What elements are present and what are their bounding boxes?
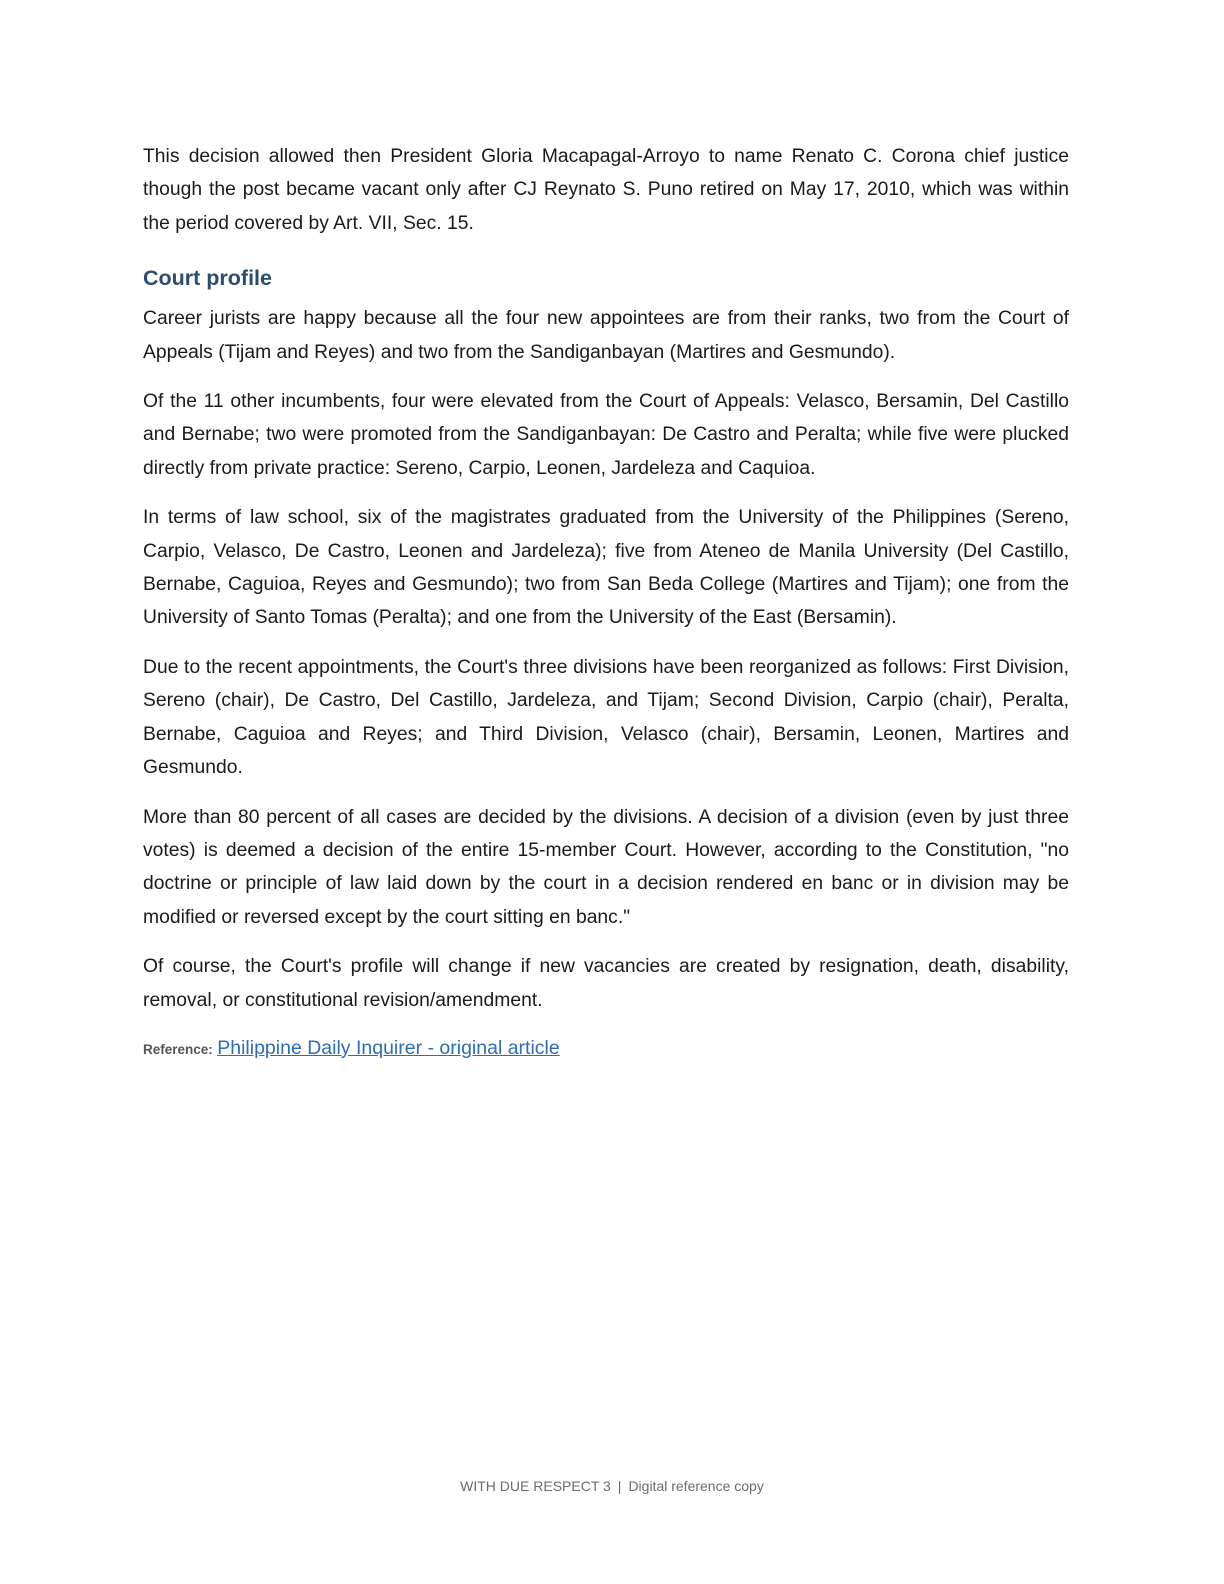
body-paragraph: In terms of law school, six of the magistrates graduated from the University of the Philippines (Sereno, Carpio, Velasco, De Castro, Leonen and Jardeleza); five from Ateneo de Manila University (Del Castillo, Bernabe, Caguioa, Reyes and Gesmundo); two from San Beda College (Martires and Tijam); one from the University of Santo Tomas (Peralta); and one from the University of the East (Bersamin). <box>143 507 1069 629</box>
body-paragraph: Due to the recent appointments, the Court's three divisions have been reorganized as follows: First Division, Sereno (chair), De Castro, Del Castillo, Jardeleza, and Tijam; Second Division, Carpio (chair), Peralta, Bernabe, Caguioa and Reyes; and Third Division, Velasco (chair), Bersamin, Leonen, Martires and Gesmundo. <box>143 656 1069 779</box>
footer-title: WITH DUE RESPECT 3 <box>460 1478 611 1494</box>
section-heading: Court profile <box>143 266 272 291</box>
body-paragraph: Career jurists are happy because all the four new appointees are from their ranks, two from the Court of Appeals (Tijam and Reyes) and two from the Sandiganbayan (Martires and Gesmundo). <box>143 308 1069 363</box>
intro-paragraph: This decision allowed then President Gloria Macapagal-Arroyo to name Renato C. Corona chief justice though the post became vacant only after CJ Reynato S. Puno retired on May 17, 2010, which was within the period covered by Art. VII, Sec. 15. <box>143 146 1069 234</box>
footer-separator: | <box>617 1478 622 1494</box>
body-paragraph: More than 80 percent of all cases are decided by the divisions. A decision of a division (even by just three votes) is deemed a decision of the entire 15-member Court. However, according to the Constitution, "no doctrine or principle of law laid down by the court in a decision rendered en banc or in division may be modified or reversed except by the court sitting en banc." <box>143 806 1069 928</box>
reference-link[interactable]: Philippine Daily Inquirer - original article <box>217 1036 560 1059</box>
page-footer <box>0 1478 1224 1494</box>
document-page <box>143 140 1069 1065</box>
body-paragraph: Of course, the Court's profile will change if new vacancies are created by resignation, death, disability, removal, or constitutional revision/amendment. <box>143 956 1069 1011</box>
reference-line <box>143 1033 1069 1065</box>
body-paragraph: Of the 11 other incumbents, four were elevated from the Court of Appeals: Velasco, Bersamin, Del Castillo and Bernabe; two were promoted from the Sandiganbayan: De Castro and Peralta; while five were plucked directly from private practice: Sereno, Carpio, Leonen, Jardeleza and Caquioa. <box>143 391 1069 479</box>
reference-label: Reference: <box>143 1041 213 1057</box>
footer-note: Digital reference copy <box>628 1478 764 1494</box>
